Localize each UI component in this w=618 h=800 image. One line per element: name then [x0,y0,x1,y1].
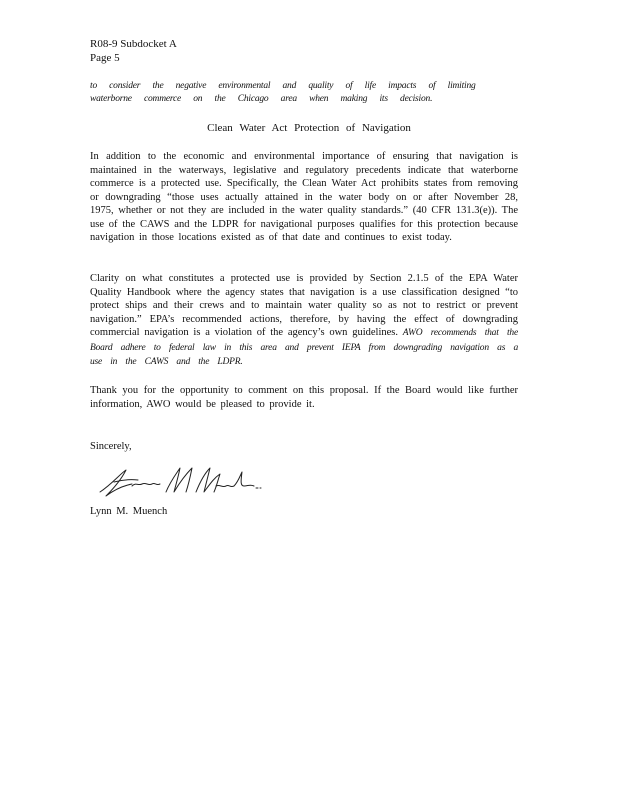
closing-salutation: Sincerely, [90,441,132,452]
lead-italic-text: to consider the negative environmental and quality of life impacts of limiting waterborne commerce on the Chicago area when making its decision. [90,81,476,104]
paragraph-protected-use [90,272,518,370]
paragraph-recommendation-italic: AWO recommends that the Board adhere to federal law in this area and prevent IEPA from downgrading navigation as a use in the CAWS and the LDPR. [90,328,518,367]
handwritten-signature [92,462,262,504]
section-title: Clean Water Act Protection of Navigation [207,122,411,134]
signer-name: Lynn M. Muench [90,506,168,517]
paragraph-thank-you: Thank you for the opportunity to comment on this proposal. If the Board would like further information, AWO would be pleased to provide it. [90,385,518,410]
header-docket: R08-9 Subdocket A [90,38,177,50]
paragraph-clean-water-act: In addition to the economic and environmental importance of ensuring that navigation is maintained in the waterways, legislative and regulatory precedents indicate that waterborne commerce is a protected use. Specifically, the Clean Water Act prohibits states from removing or downgrading “those uses actually attained in the water body on or after November 28, 1975, whether or not they are included in the water quality standards.” (40 CFR 131.3(e)). The use of the CAWS and the LDPR for navigational purposes qualifies for this protection because navigation in those locations existed as of that date and continues to exist today. [90,151,518,243]
paragraph-protected-use-text: Clarity on what constitutes a protected use is provided by Section 2.1.5 of the EPA Water Quality Handbook where the agency states that navigation is a use classification designed “to protect ships and their crews and to maintain water quality so as not to restrict or prevent navigation.” EPA’s recommended actions, therefore, by having the effect of downgrading commercial navigation is a violation of the agency’s own guidelines. [90,273,518,338]
header-page-number: Page 5 [90,52,120,64]
